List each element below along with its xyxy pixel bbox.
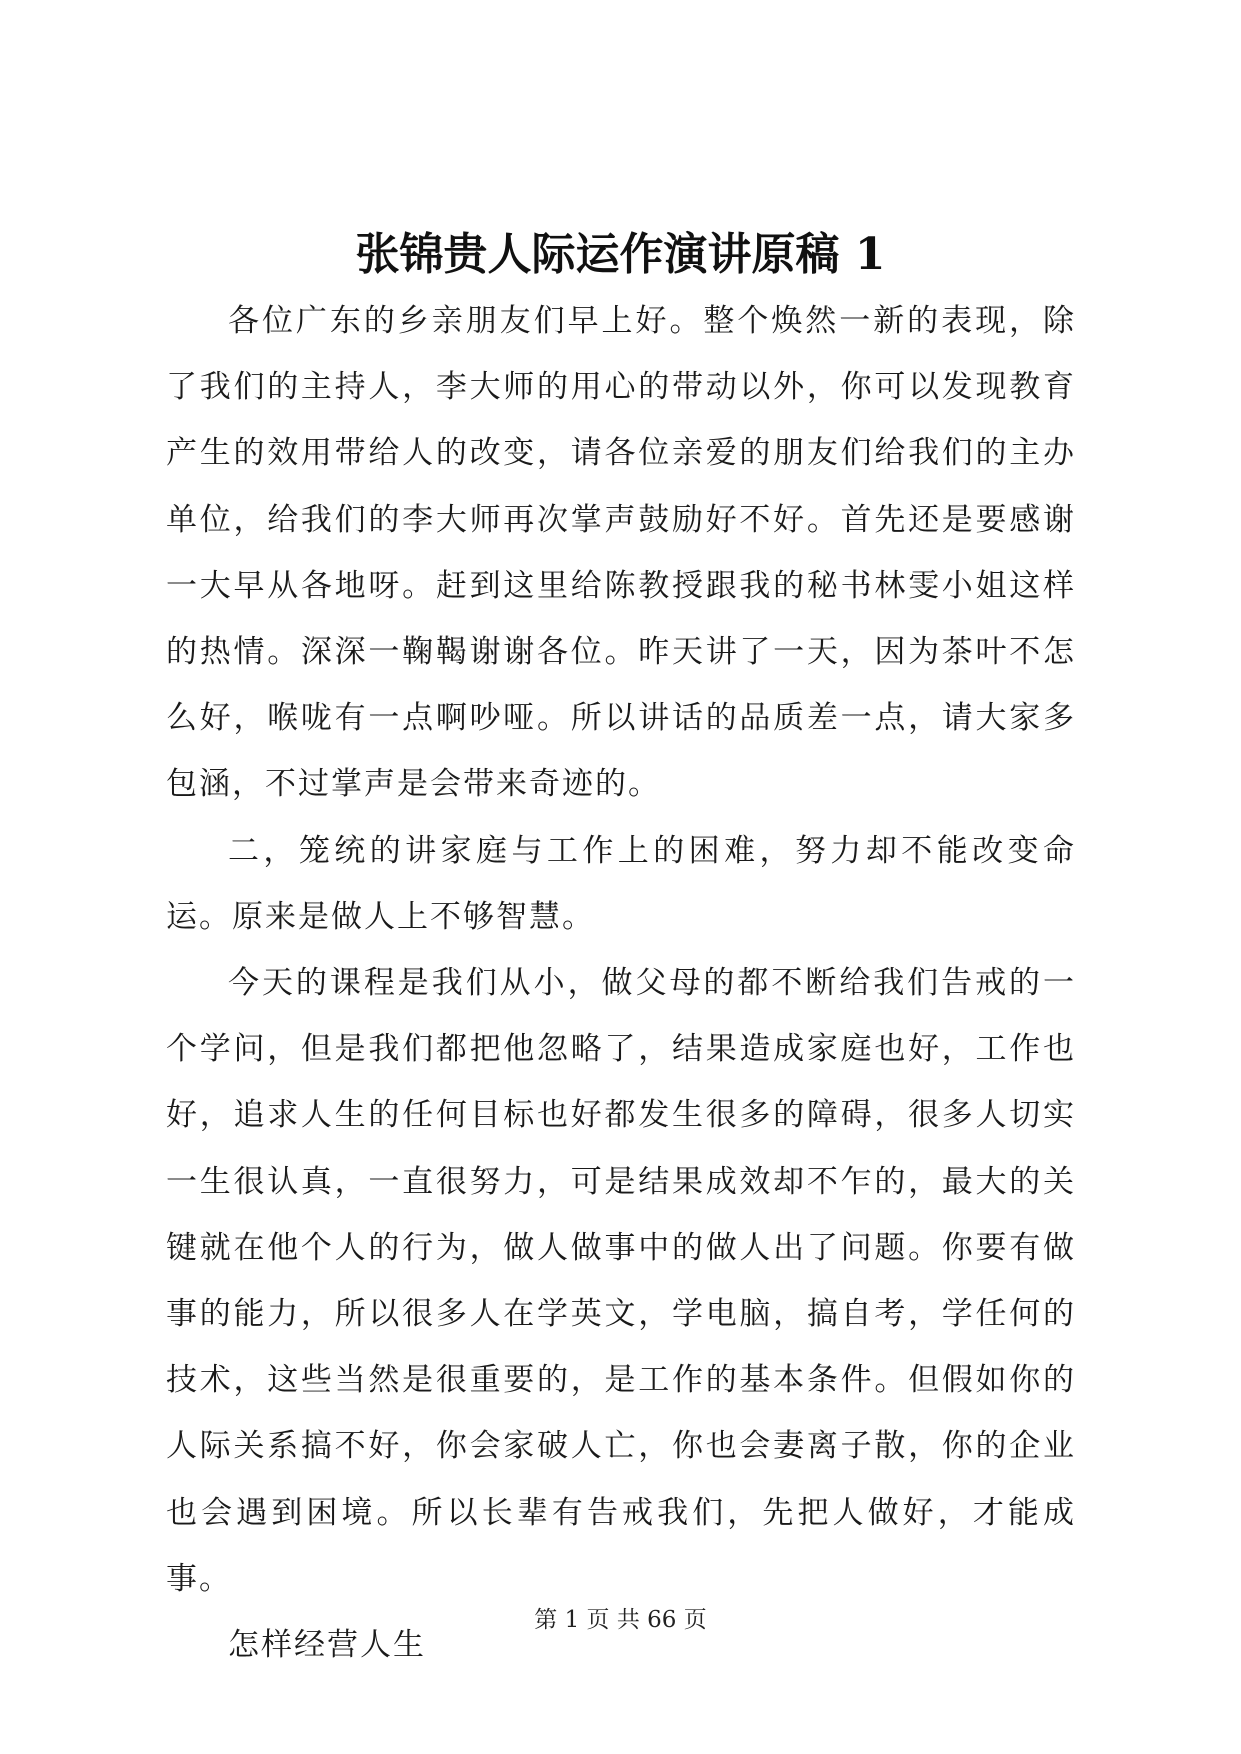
paragraph-1: 各位广东的乡亲朋友们早上好。整个焕然一新的表现，除了我们的主持人，李大师的用心的带动以外，你可以发现教育产生的效用带给人的改变，请各位亲爱的朋友们给我们的主办单位，给我们的李大师再次掌声鼓励好不好。首先还是要感谢一大早从各地呀。赶到这里给陈教授跟我的秘书林雯小姐这样的热情。深深一鞠鞨谢谢各位。昨天讲了一天，因为茶叶不怎么好，喉咙有一点啊吵哑。所以讲话的品质差一点，请大家多包涵，不过掌声是会带来奇迹的。 [166,303,1076,803]
document-title: 张锦贵人际运作演讲原稿 1 [355,229,886,280]
paragraph-2: 二，笼统的讲家庭与工作上的困难，努力却不能改变命运。原来是做人上不够智慧。 [166,832,1076,935]
paragraph-4: 怎样经营人生 [228,1627,426,1664]
document-body [166,288,1076,1678]
page-footer: 第 1 页 共 66 页 [534,1607,707,1633]
paragraph-3: 今天的课程是我们从小，做父母的都不断给我们告戒的一个学问，但是我们都把他忽略了，结果造成家庭也好，工作也好，追求人生的任何目标也好都发生很多的障碍，很多人切实一生很认真，一直很努力，可是结果成效却不乍的，最大的关键就在他个人的行为，做人做事中的做人出了问题。你要有做事的能力，所以很多人在学英文，学电脑，搞自考，学任何的技术，这些当然是很重要的，是工作的基本条件。但假如你的人际关系搞不好，你会家破人亡，你也会妻离子散，你的企业也会遇到困境。所以长辈有告戒我们，先把人做好，才能成事。 [166,965,1076,1597]
